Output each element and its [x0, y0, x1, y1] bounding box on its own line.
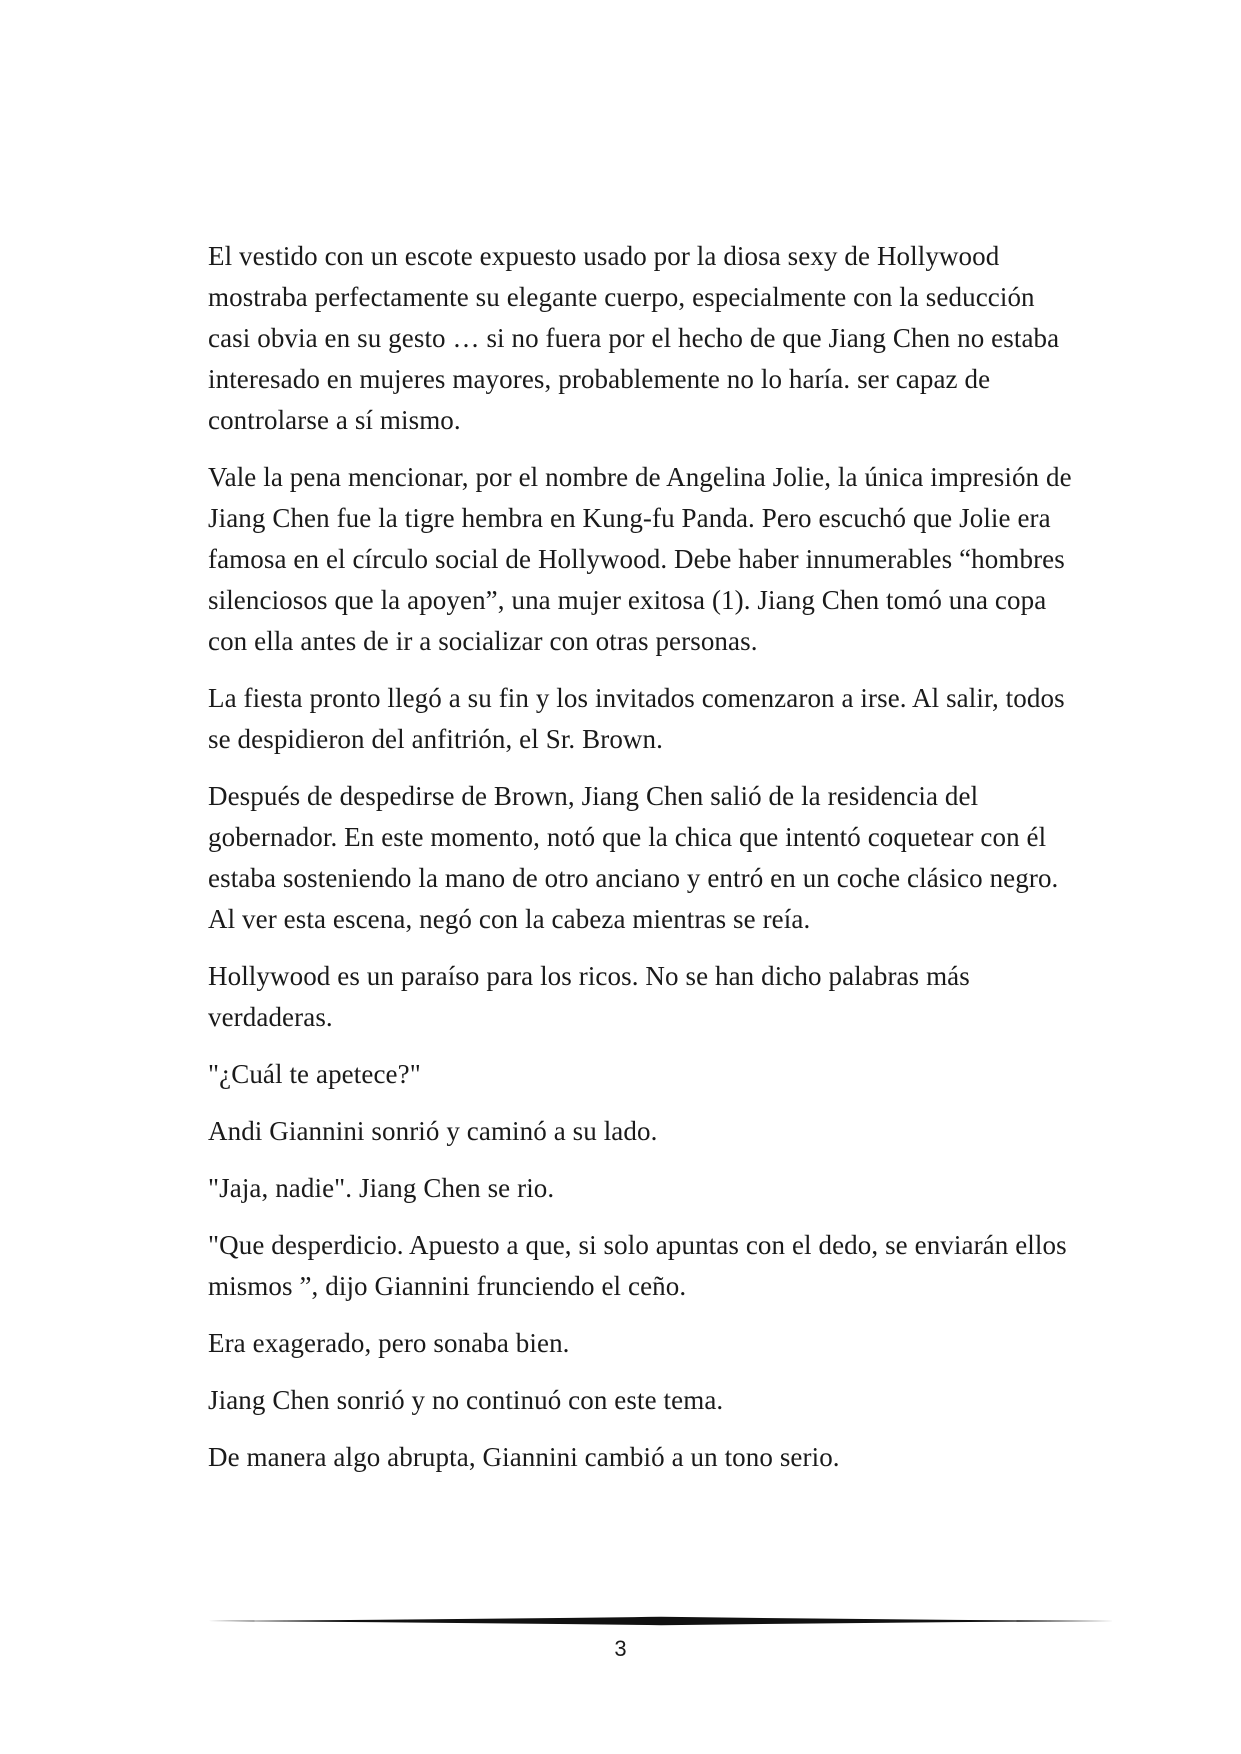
paragraph: Hollywood es un paraíso para los ricos. No se han dicho palabras más verdaderas. [208, 961, 970, 1032]
page-number: 3 [614, 1636, 627, 1661]
paragraph: De manera algo abrupta, Giannini cambió a un tono serio. [208, 1442, 840, 1472]
paragraph: Jiang Chen sonrió y no continuó con este tema. [208, 1385, 724, 1415]
paragraph: La fiesta pronto llegó a su fin y los invitados comenzaron a irse. Al salir, todos se despidieron del anfitrión, el Sr. Brown. [208, 683, 1065, 754]
footer-divider [208, 1614, 1114, 1628]
body-text [208, 236, 1078, 1494]
paragraph: "¿Cuál te apetece?" [208, 1059, 421, 1089]
paragraph: Después de despedirse de Brown, Jiang Chen salió de la residencia del gobernador. En este momento, notó que la chica que intentó coquetear con él estaba sosteniendo la mano de otro anciano y entró en un coche clásico negro. Al ver esta escena, negó con la cabeza mientras se reía. [208, 781, 1059, 934]
paragraph: Vale la pena mencionar, por el nombre de Angelina Jolie, la única impresión de Jiang Chen fue la tigre hembra en Kung-fu Panda. Pero escuchó que Jolie era famosa en el círculo social de Hollywood. Debe haber innumerables “hombres silenciosos que la apoyen”, una mujer exitosa (1). Jiang Chen tomó una copa con ella antes de ir a socializar con otras personas. [208, 462, 1072, 656]
paragraph: Andi Giannini sonrió y caminó a su lado. [208, 1116, 658, 1146]
paragraph: Era exagerado, pero sonaba bien. [208, 1328, 570, 1358]
paragraph: El vestido con un escote expuesto usado por la diosa sexy de Hollywood mostraba perfectamente su elegante cuerpo, especialmente con la seducción casi obvia en su gesto … si no fuera por el hecho de que Jiang Chen no estaba interesado en mujeres mayores, probablemente no lo haría. ser capaz de controlarse a sí mismo. [208, 241, 1060, 435]
paragraph: "Que desperdicio. Apuesto a que, si solo apuntas con el dedo, se enviarán ellos mismos ”, dijo Giannini frunciendo el ceño. [208, 1230, 1067, 1301]
paragraph: "Jaja, nadie". Jiang Chen se rio. [208, 1173, 555, 1203]
